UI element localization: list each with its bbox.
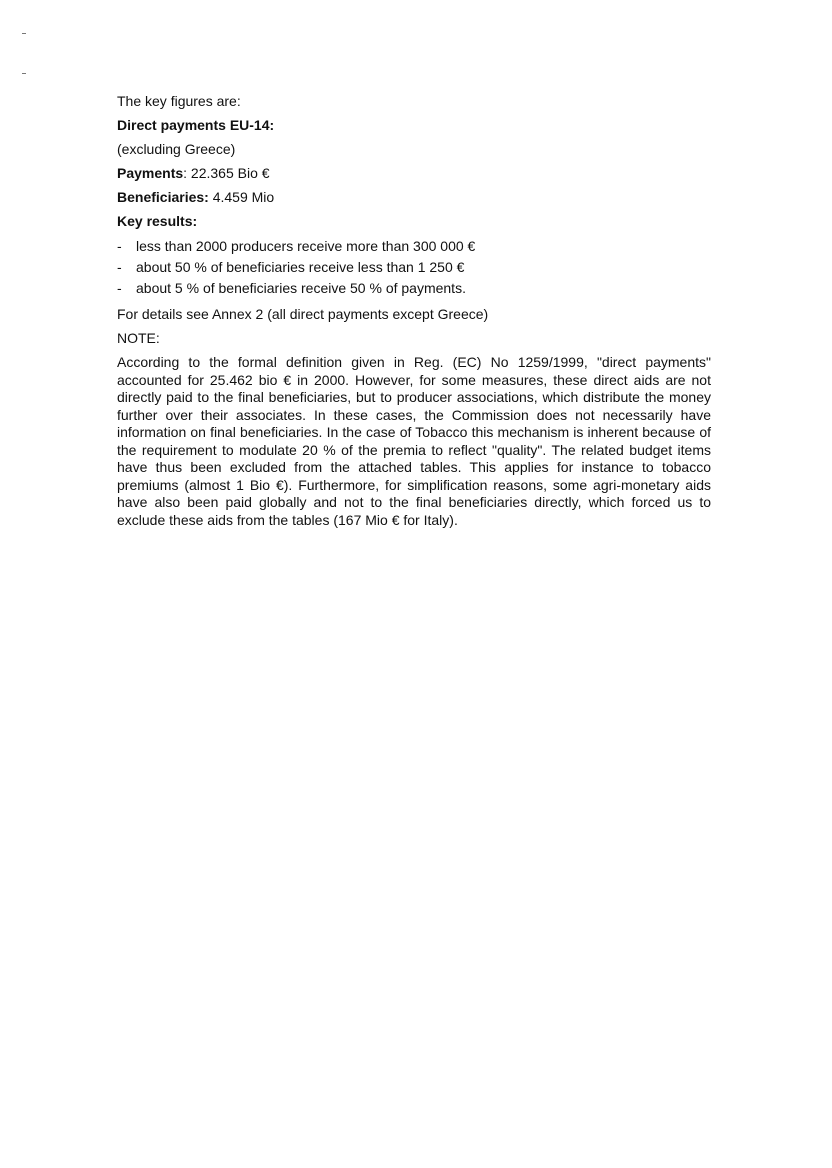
list-item-text: less than 2000 producers receive more than 300 000 € [136, 238, 476, 254]
note-paragraph: According to the formal definition given in Reg. (EC) No 1259/1999, "direct payments" accounted for 25.462 bio € in 2000. However, for some measures, these direct aids are not directly paid to the final beneficiaries, but to producer associations, which distribute the money further over their associates. In these cases, the Commission does not necessarily have information on final beneficiaries. In the case of Tobacco this mechanism is inherent because of the requirement to modulate 20 % of the premia to reflect "quality". The related budget items have thus been excluded from the attached tables. This applies for instance to tobacco premiums (almost 1 Bio €). Furthermore, for simplification reasons, some agri-monetary aids have also been paid globally and not to the final beneficiaries directly, which forced us to exclude these aids from the tables (167 Mio € for Italy). [117, 354, 711, 528]
bullet-dash: - [117, 259, 122, 275]
list-item [117, 278, 711, 299]
intro-text: The key figures are: [117, 93, 241, 109]
list-item [117, 257, 711, 278]
payments-line [117, 164, 711, 182]
payments-label: Payments [117, 165, 184, 181]
document-content [117, 92, 711, 529]
list-item-text: about 50 % of beneficiaries receive less than 1 250 € [136, 259, 465, 275]
bullet-dash: - [117, 280, 122, 296]
details-reference: For details see Annex 2 (all direct payments except Greece) [117, 306, 489, 322]
note-title: NOTE: [117, 330, 160, 346]
section-subheading: (excluding Greece) [117, 141, 236, 157]
scan-mark [22, 33, 26, 34]
list-item [117, 236, 711, 257]
beneficiaries-label: Beneficiaries: [117, 189, 209, 205]
section-heading: Direct payments EU-14: [117, 117, 275, 133]
bullet-dash: - [117, 238, 122, 254]
beneficiaries-line [117, 188, 711, 206]
scan-mark [22, 73, 26, 74]
key-results-list [117, 236, 711, 299]
payments-value: : 22.365 Bio € [183, 165, 270, 181]
beneficiaries-value: 4.459 Mio [208, 189, 275, 205]
list-item-text: about 5 % of beneficiaries receive 50 % of payments. [136, 280, 466, 296]
key-results-title: Key results: [117, 213, 198, 229]
